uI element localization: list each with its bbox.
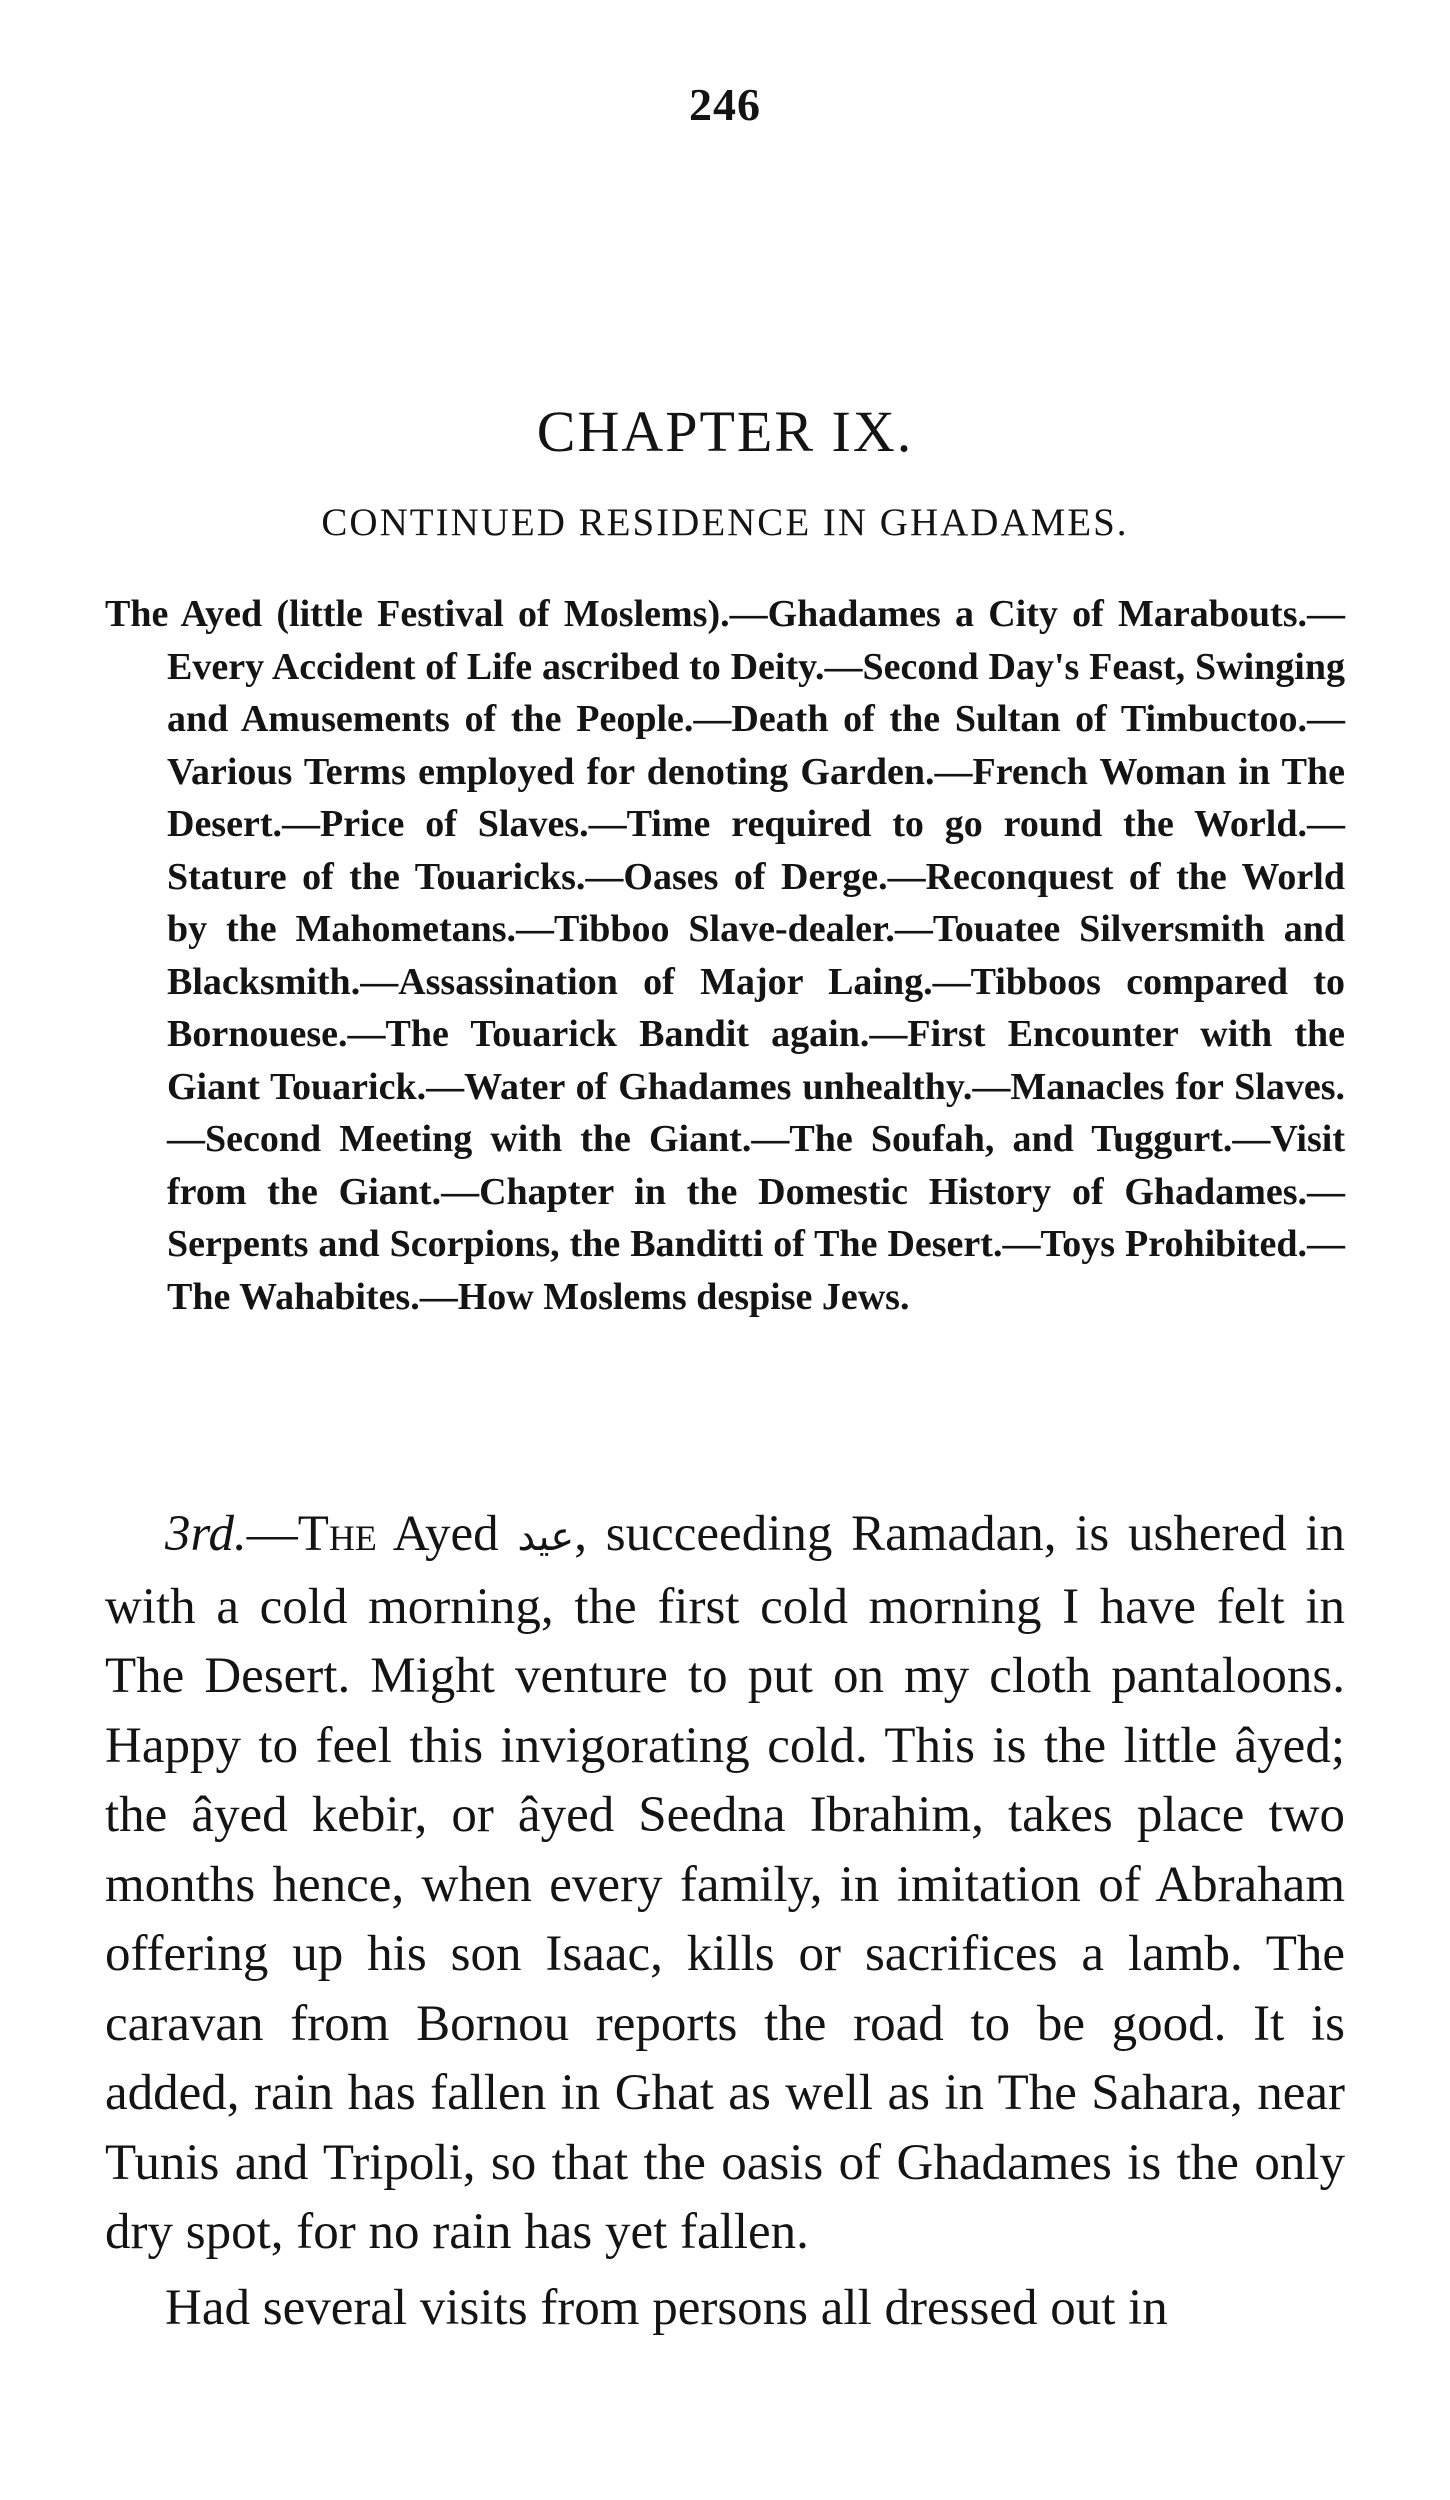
entry-date: 3rd. [165,1506,247,1562]
page-number: 246 [689,79,761,130]
paragraph-1-text: , succeeding Ramadan, is ushered in with a cold morning, the first cold morning I have felt in The Desert. Might venture to put on my cloth pantaloons. Happy to feel this invigorating cold. This is the little âyed; the âyed kebir, or âyed Seedna Ibrahim, takes place two months hence, when every family, in imitation of Abraham offering up his son Isaac, kills or sacrifices a lamb. The caravan from Bornou reports the road to be good. It is added, rain has fallen in Ghat as well as in The Sahara, near Tunis and Tripoli, so that the oasis of Ghadames is the only dry spot, for no rain has yet fallen. [105,1506,1345,2260]
chapter-summary: The Ayed (little Festival of Moslems).—Ghadames a City of Marabouts.—Every Accident of Life ascribed to Deity.—Second Day's Feast, Swinging and Amusements of the People.—Death of the Sultan of Timbuctoo.—Various Terms employed for denoting Garden.—French Woman in The Desert.—Price of Slaves.—Time required to go round the World.—Stature of the Touaricks.—Oases of Derge.—Reconquest of the World by the Mahometans.—Tibboo Slave-dealer.—Touatee Silversmith and Blacksmith.—Assassination of Major Laing.—Tibboos compared to Bornouese.—The Touarick Bandit again.—First Encounter with the Giant Touarick.—Water of Ghadames unhealthy.—Manacles for Slaves.—Second Meeting with the Giant.—The Soufah, and Tuggurt.—Visit from the Giant.—Chapter in the Domestic History of Ghadames.—Serpents and Scorpions, the Banditti of The Desert.—Toys Prohibited.—The Wahabites.—How Moslems despise Jews. [105,593,1345,1318]
em-dash: — [246,1506,298,1562]
chapter-title: CHAPTER IX. [536,399,914,464]
body-text [105,1500,1345,2343]
ayed-word: Ayed [376,1506,518,1562]
paragraph-2: Had several visits from persons all dressed out in [165,2279,1168,2336]
arabic-word: عيد [517,1514,575,1560]
paragraph-1 [105,1500,1345,2268]
chapter-subtitle: CONTINUED RESIDENCE IN GHADAMES. [321,501,1129,544]
opening-word: The [297,1506,377,1562]
